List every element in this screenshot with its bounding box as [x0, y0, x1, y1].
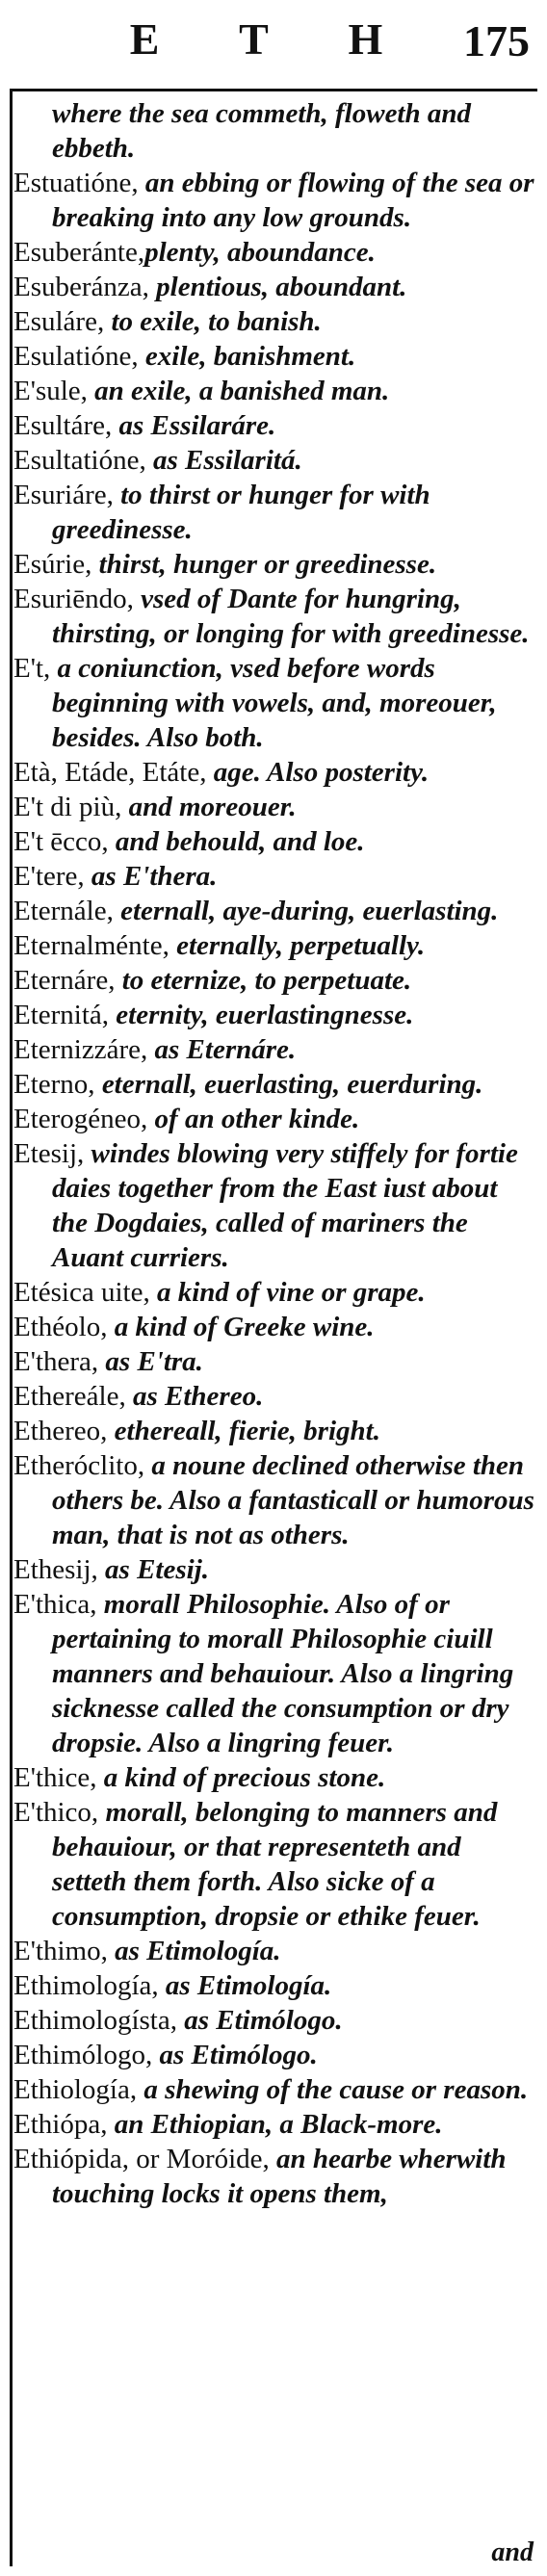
dictionary-entry: [13, 166, 535, 235]
entry-definition: as Essilaritá.: [145, 445, 302, 476]
entry-definition: as Eternáre.: [147, 1034, 297, 1065]
entry-definition: morall, belonging to manners and behauiour, or that representeth and setteth them forth. Also sicke of a consumption, dropsie or ethike feuer.: [52, 1797, 498, 1932]
dictionary-entry: [13, 270, 535, 304]
entry-definition: as Etimólogo.: [176, 2005, 343, 2036]
dictionary-entry: [13, 235, 535, 270]
entry-definition: an ebbing or flowing of the sea or breaking into any low grounds.: [52, 168, 534, 233]
entry-definition: plenty, aboundance.: [144, 237, 376, 268]
entry-definition: a coniunction, vsed before words beginning with vowels, and, moreouer, besides. Also both.: [50, 653, 497, 753]
dictionary-entry: [13, 1344, 535, 1379]
entry-headword: Esuberánte,: [13, 237, 145, 268]
entry-headword: Ethereo,: [13, 1416, 108, 1446]
dictionary-entry: [13, 1102, 535, 1136]
entry-definition: as Essilaráre.: [112, 410, 276, 441]
entry-definition: as Etimólogo.: [152, 2040, 318, 2070]
entry-headword: Eternizzáre,: [13, 1034, 148, 1065]
entry-definition: windes blowing very stiffely for fortie daies together from the East iust about the Dogdaies, called of mariners the Auant curriers.: [52, 1138, 518, 1273]
entry-definition: a kind of Greeke wine.: [107, 1312, 375, 1342]
entry-headword: Etheróclito,: [13, 1450, 145, 1481]
dictionary-entry: [13, 1379, 535, 1414]
entry-headword: Eterogéneo,: [13, 1104, 148, 1134]
entry-definition: eternally, perpetually.: [169, 930, 426, 961]
entry-headword: Esuláre,: [13, 306, 105, 337]
dictionary-entry: [13, 408, 535, 443]
entry-definition: of an other kinde.: [147, 1104, 360, 1134]
dictionary-entry: [13, 582, 535, 651]
entry-headword: Esulatióne,: [13, 341, 139, 372]
entry-definition: a shewing of the cause or reason.: [137, 2074, 529, 2105]
entry-headword: Esultáre,: [13, 410, 113, 441]
entry-headword: Ethiópa,: [13, 2109, 108, 2140]
entry-definition: eternall, aye-during, euerlasting.: [113, 896, 499, 926]
entry-headword: Ethimólogo,: [13, 2040, 153, 2070]
entry-headword: Esúrie,: [13, 549, 92, 580]
dictionary-entry: [13, 790, 535, 824]
dictionary-entry: [13, 1032, 535, 1067]
entry-headword: Estuatióne,: [13, 168, 139, 198]
entry-definition: a kind of vine or grape.: [149, 1277, 426, 1308]
entry-headword: Etésica uite,: [13, 1277, 150, 1308]
entry-definition: to eternize, to perpetuate.: [115, 965, 412, 996]
entry-definition: thirst, hunger or greedinesse.: [91, 549, 437, 580]
dictionary-entry: [13, 1587, 535, 1760]
entry-headword: Ethesij,: [13, 1554, 98, 1585]
entry-definition: plentious, aboundant.: [148, 272, 407, 302]
dictionary-entry: [13, 1760, 535, 1795]
dictionary-entry: [13, 1934, 535, 1968]
entry-headword: Esuriáre,: [13, 480, 114, 510]
dictionary-entry: [13, 859, 535, 894]
entry-headword: Eternále,: [13, 896, 114, 926]
entry-definition: a kind of precious stone.: [96, 1762, 386, 1793]
entry-definition: a noune declined otherwise then others be. Also a fantasticall or humorous man, that is not as others.: [52, 1450, 534, 1550]
dictionary-entry: [13, 2107, 535, 2142]
entry-definition: as E'tra.: [98, 1346, 203, 1377]
entry-definition: to thirst or hunger for with greedinesse.: [52, 480, 430, 545]
entry-headword: E't di più,: [13, 792, 122, 822]
dictionary-entry: [13, 998, 535, 1032]
entry-headword: E't,: [13, 653, 51, 684]
entry-headword: E'thice,: [13, 1762, 97, 1793]
entry-headword: Eternitá,: [13, 1000, 110, 1030]
entry-definition: exile, banishment.: [138, 341, 356, 372]
entry-definition: morall Philosophie. Also of or pertaining to morall Philosophie ciuill manners and behauiour. Also a lingring sicknesse called the consumption or dry dropsie. Also a lingring feuer.: [52, 1589, 514, 1758]
entry-headword: Ethiología,: [13, 2074, 138, 2105]
entry-definition: an Ethiopian, a Black-more.: [107, 2109, 443, 2140]
entry-definition: and moreouer.: [121, 792, 297, 822]
entry-headword: E't ēcco,: [13, 826, 109, 857]
entry-definition: an exile, a banished man.: [87, 376, 390, 406]
entry-definition: an hearbe wherwith touching locks it opens them,: [52, 2144, 507, 2209]
dictionary-entry: [13, 339, 535, 374]
entry-headword: E'thimo,: [13, 1936, 108, 1966]
dictionary-entry: [13, 1275, 535, 1310]
entry-headword: Ethimología,: [13, 1970, 159, 2001]
entry-headword: E'thica,: [13, 1589, 97, 1620]
entry-headword: Esultatióne,: [13, 445, 146, 476]
running-header: [12, 4, 535, 91]
dictionary-entry: [13, 1310, 535, 1344]
entry-headword: Ethiópida, or Moróide,: [13, 2144, 270, 2174]
column-rule: [10, 89, 13, 2566]
entry-headword: Esuriēndo,: [13, 584, 134, 614]
entry-definition: age. Also posterity.: [206, 757, 430, 788]
entry-headword: Etesij,: [13, 1138, 85, 1169]
head-word: E T H: [129, 14, 418, 64]
entry-definition: where the sea commeth, floweth and ebbeth.: [52, 98, 471, 164]
entry-headword: Ethereále,: [13, 1381, 126, 1412]
dictionary-entry: [13, 547, 535, 582]
dictionary-entry: [13, 1968, 535, 2003]
dictionary-entry: [13, 1552, 535, 1587]
entry-definition: eternall, euerlasting, euerduring.: [94, 1069, 483, 1100]
dictionary-entry: [13, 928, 535, 963]
page-number: 175: [463, 16, 530, 65]
dictionary-entry: [13, 96, 535, 166]
entry-headword: Ethéolo,: [13, 1312, 108, 1342]
entry-headword: Eternáre,: [13, 965, 116, 996]
dictionary-entry: [13, 443, 535, 478]
header-rule: [10, 89, 537, 91]
dictionary-entry: [13, 2003, 535, 2038]
dictionary-entry: [13, 1067, 535, 1102]
entry-definition: as Ethereo.: [125, 1381, 264, 1412]
dictionary-entry: [13, 1136, 535, 1275]
catchword: and: [491, 2537, 534, 2567]
entry-definition: as Etimología.: [158, 1970, 332, 2001]
dictionary-entry: [13, 755, 535, 790]
entry-definition: and behould, and loe.: [108, 826, 365, 857]
entry-headword: E'thera,: [13, 1346, 99, 1377]
dictionary-entry: [13, 2142, 535, 2211]
entry-headword: Eternalménte,: [13, 930, 169, 961]
dictionary-entry: [13, 1448, 535, 1552]
entry-headword: Ethimologísta,: [13, 2005, 177, 2036]
entry-definition: eternity, euerlastingnesse.: [109, 1000, 414, 1030]
entry-definition: ethereall, fierie, bright.: [107, 1416, 380, 1446]
dictionary-entry: [13, 374, 535, 408]
entry-headword: E'sule,: [13, 376, 88, 406]
entry-definition: vsed of Dante for hungring, thirsting, or longing for with greedinesse.: [52, 584, 530, 649]
entry-definition: to exile, to banish.: [104, 306, 322, 337]
entry-definition: as Etimología.: [107, 1936, 281, 1966]
dictionary-entry: [13, 2038, 535, 2072]
entry-headword: E'thico,: [13, 1797, 99, 1828]
entry-headword: E'tere,: [13, 861, 85, 892]
entry-headword: Eterno,: [13, 1069, 95, 1100]
dictionary-entry: [13, 2072, 535, 2107]
dictionary-entry: [13, 824, 535, 859]
entry-definition: as E'thera.: [84, 861, 218, 892]
entry-headword: Esuberánza,: [13, 272, 149, 302]
dictionary-entry: [13, 651, 535, 755]
entry-list: [13, 96, 535, 2211]
dictionary-entry: [13, 894, 535, 928]
dictionary-entry: [13, 963, 535, 998]
dictionary-entry: [13, 304, 535, 339]
entry-headword: Età, Etáde, Etáte,: [13, 757, 207, 788]
dictionary-entry: [13, 1414, 535, 1448]
dictionary-entry: [13, 478, 535, 547]
entry-definition: as Etesij.: [97, 1554, 210, 1585]
dictionary-entry: [13, 1795, 535, 1934]
